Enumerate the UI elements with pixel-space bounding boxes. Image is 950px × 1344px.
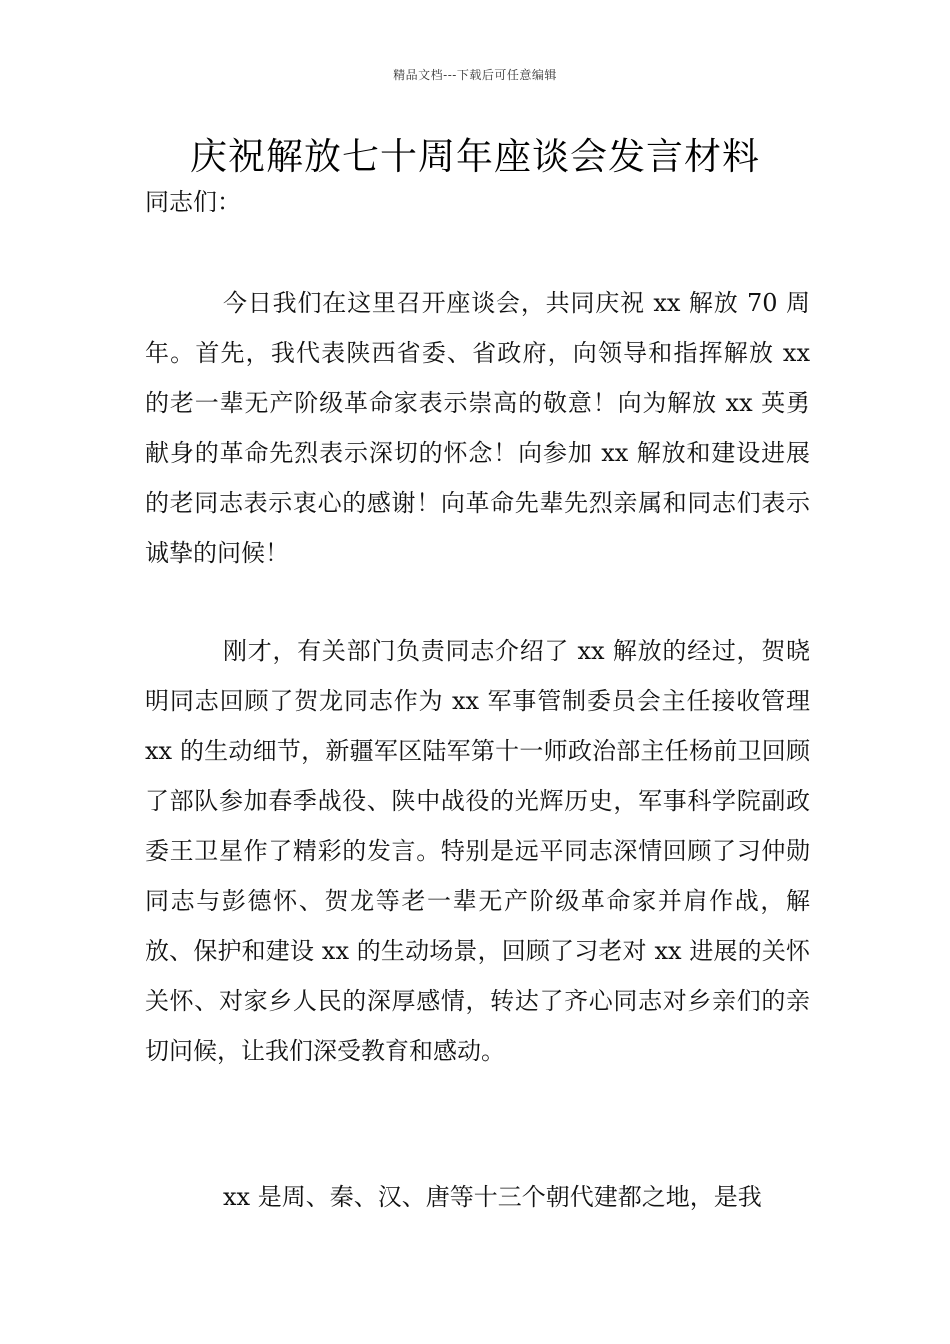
body-paragraph-3: xx 是周、秦、汉、唐等十三个朝代建都之地，是我 [223,1183,762,1211]
body-paragraph-1: 今日我们在这里召开座谈会，共同庆祝 xx 解放 70 周年。首先，我代表陕西省委、省政府，向领导和指挥解放 xx 的老一辈无产阶级革命家表示崇高的敬意！向为解放 xx 英勇献身的革命先烈表示深切的怀念！向参加 xx 解放和建设进展的老同志表示衷心的感谢！向革命先辈先烈亲属和同志们表示诚挚的问候！ [145,289,810,567]
salutation: 同志们： [145,188,241,216]
header-note: 精品文档---下载后可任意编辑 [393,68,557,82]
document-title: 庆祝解放七十周年座谈会发言材料 [190,135,760,178]
body-paragraph-2: 刚才，有关部门负责同志介绍了 xx 解放的经过，贺晓明同志回顾了贺龙同志作为 xx 军事管制委员会主任接收管理 xx 的生动细节，新疆军区陆军第十一师政治部主任杨前卫回顾了部队参加春季战役、陕中战役的光辉历史，军事科学院副政委王卫星作了精彩的发言。特别是远平同志深情回顾了习仲勋同志与彭德怀、贺龙等老一辈无产阶级革命家并肩作战，解放、保护和建设 xx 的生动场景，回顾了习老对 xx 进展的关怀关怀、对家乡人民的深厚感情，转达了齐心同志对乡亲们的亲切问候，让我们深受教育和感动。 [145,637,810,1065]
